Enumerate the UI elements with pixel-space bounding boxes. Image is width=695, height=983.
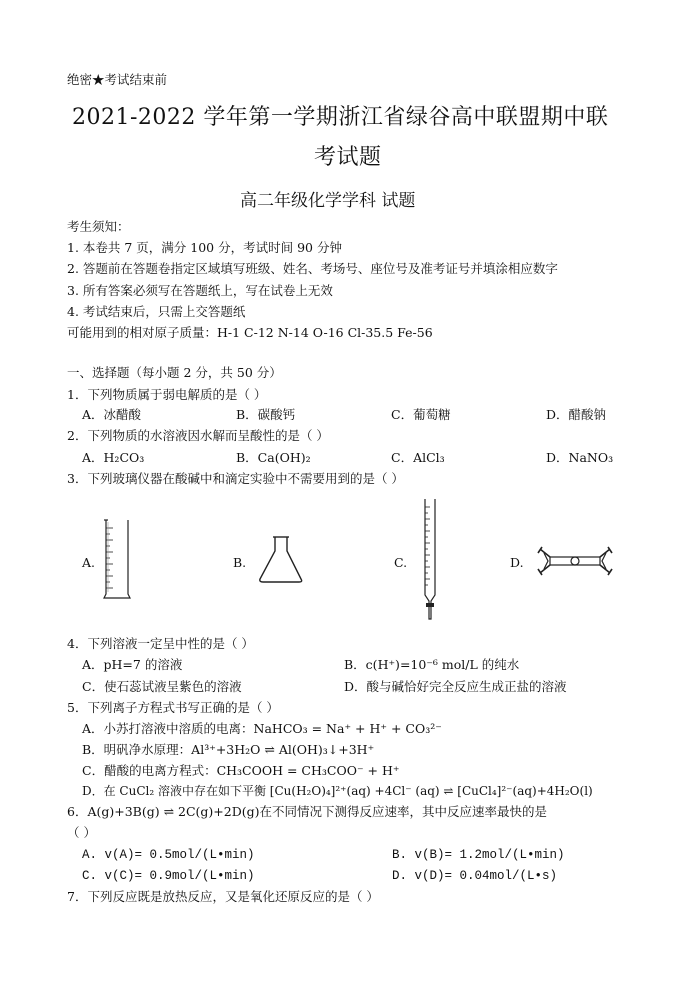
page-title: 2021-2022 学年第一学期浙江省绿谷高中联盟期中联 bbox=[72, 105, 609, 130]
option: A. bbox=[82, 555, 96, 570]
option: C．葡萄糖 bbox=[391, 407, 451, 422]
notes-item: 2. 答题前在答题卷指定区域填写班级、姓名、考场号、座位号及准考证号并填涂相应数字 bbox=[67, 261, 558, 276]
option: D．在 CuCl₂ 溶液中存在如下平衡 [Cu(H₂O)₄]²⁺(aq) +4Cl⁻ (aq) ⇌ [CuCl₄]²⁻(aq)+4H₂O(l) bbox=[82, 784, 593, 798]
option: B. bbox=[233, 555, 247, 570]
notes-heading: 考生须知： bbox=[67, 219, 130, 234]
question-stem: 3．下列玻璃仪器在酸碱中和滴定实验中不需要用到的是（ ） bbox=[67, 471, 404, 486]
option: B．Ca(OH)₂ bbox=[236, 450, 311, 465]
conical-flask-icon bbox=[256, 535, 306, 585]
option: C．使石蕊试液呈紫色的溶液 bbox=[82, 679, 242, 694]
answer-parentheses: （ ） bbox=[67, 825, 96, 840]
option: A．冰醋酸 bbox=[82, 407, 142, 422]
option: D. bbox=[510, 555, 524, 570]
option: B. v(B)= 1.2mol/(L•min) bbox=[392, 848, 565, 862]
notes-item: 4. 考试结束后，只需上交答题纸 bbox=[67, 304, 246, 319]
option: B．c(H⁺)=10⁻⁶ mol/L 的纯水 bbox=[344, 657, 520, 672]
question-stem: 1．下列物质属于弱电解质的是（ ） bbox=[67, 387, 267, 402]
option: D. v(D)= 0.04mol/(L•s) bbox=[392, 869, 558, 883]
option: D．醋酸钠 bbox=[546, 407, 607, 422]
page-title-line2: 考试题 bbox=[314, 145, 382, 170]
option: C. bbox=[394, 555, 408, 570]
option: C．醋酸的电离方程式：CH₃COOH = CH₃COO⁻ + H⁺ bbox=[82, 763, 400, 778]
graduated-cylinder-icon bbox=[100, 518, 136, 602]
burette-icon bbox=[418, 497, 442, 625]
option: A．小苏打溶液中溶质的电离：NaHCO₃ = Na⁺ + H⁺ + CO₃²⁻ bbox=[82, 721, 442, 736]
secret-label: 绝密★考试结束前 bbox=[67, 72, 168, 87]
burette-clamp-icon bbox=[536, 543, 614, 579]
option: A．pH=7 的溶液 bbox=[82, 657, 183, 672]
option: D．酸与碱恰好完全反应生成正盐的溶液 bbox=[344, 679, 567, 694]
question-stem: 4．下列溶液一定呈中性的是（ ） bbox=[67, 636, 254, 651]
option: A．H₂CO₃ bbox=[82, 450, 145, 465]
option: C. v(C)= 0.9mol/(L•min) bbox=[82, 869, 255, 883]
question-stem: 5．下列离子方程式书写正确的是（ ） bbox=[67, 700, 279, 715]
section-heading: 一、选择题（每小题 2 分，共 50 分） bbox=[67, 365, 282, 380]
question-stem: 6．A(g)+3B(g) ⇌ 2C(g)+2D(g)在不同情况下测得反应速率，其中反应速率最快的是 bbox=[67, 804, 547, 819]
page-subtitle: 高二年级化学学科 试题 bbox=[240, 191, 416, 211]
notes-item: 3. 所有答案必须写在答题纸上，写在试卷上无效 bbox=[67, 283, 333, 298]
option: B．明矾净水原理：Al³⁺+3H₂O ⇌ Al(OH)₃↓+3H⁺ bbox=[82, 742, 375, 757]
option: D．NaNO₃ bbox=[546, 450, 614, 465]
option: A. v(A)= 0.5mol/(L•min) bbox=[82, 848, 255, 862]
atomic-masses: 可能用到的相对原子质量：H-1 C-12 N-14 O-16 Cl-35.5 Fe-56 bbox=[67, 325, 433, 340]
option: B．碳酸钙 bbox=[236, 407, 296, 422]
question-stem: 7．下列反应既是放热反应，又是氧化还原反应的是（ ） bbox=[67, 889, 379, 904]
option: C．AlCl₃ bbox=[391, 450, 445, 465]
question-stem: 2．下列物质的水溶液因水解而呈酸性的是（ ） bbox=[67, 428, 329, 443]
notes-item: 1. 本卷共 7 页，满分 100 分，考试时间 90 分钟 bbox=[67, 240, 342, 255]
